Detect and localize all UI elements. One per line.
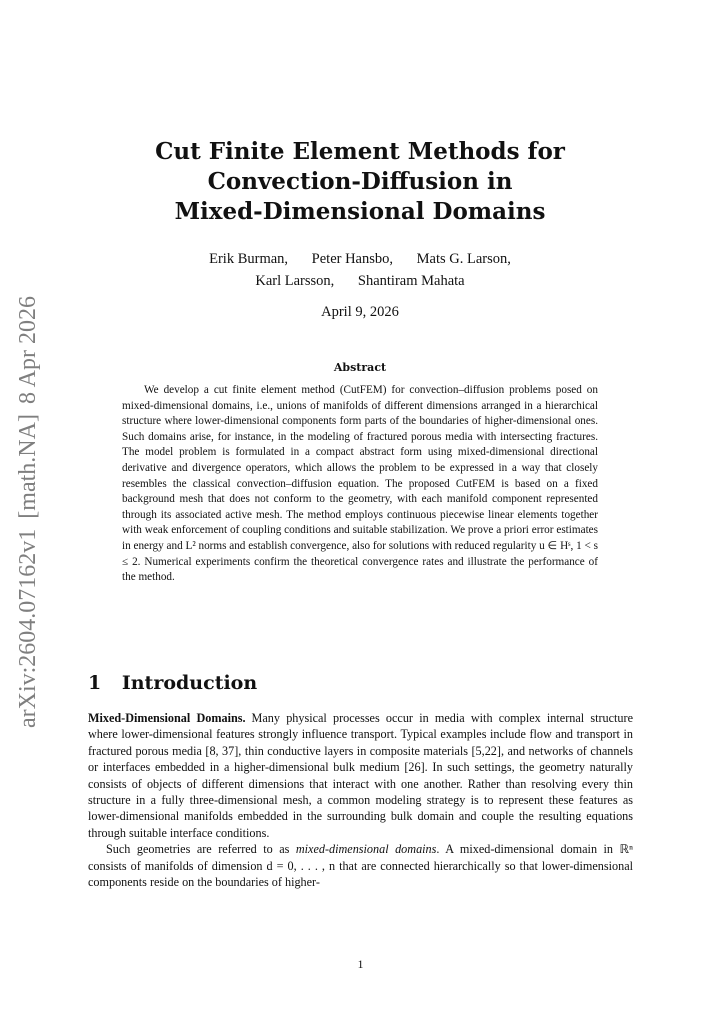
author-name: Mats G. Larson, [416,251,511,267]
arxiv-identifier-stamp [8,288,48,728]
author-line-2 [90,270,630,292]
author-name: Peter Hansbo, [311,251,394,267]
section-title: Introduction [121,672,258,694]
arxiv-id: arXiv:2604.07162v1 [14,528,41,728]
body-text [88,710,633,890]
arxiv-date: 8 Apr 2026 [14,296,41,405]
title-line-1: Cut Finite Element Methods for [155,138,565,165]
abstract-heading: Abstract [333,361,387,374]
paragraph [88,710,633,841]
paragraph-text: Many physical processes occur in media with complex internal structure where lower-dimensional features strongly influence transport. Typical examples include flow and transport in fractured porous media [8, 37], thin conductive layers in composite materials [5,22], and networks of channels or interfaces embedded in a higher-dimensional bulk medium [26]. In such settings, the geometry naturally consists of objects of different dimensions that interact with one another. Rather than resolving every thin structure in a fully three-dimensional mesh, a common modeling strategy is to represent these features as lower-dimensional manifolds embedded in the surrounding bulk domain and couple the resulting equations through suitable interface conditions. [88,711,633,840]
abstract-body: We develop a cut finite element method (CutFEM) for convection–diffusion problems posed on mixed-dimensional domains, i.e., unions of manifolds of different dimensions arranged in a hierarchical structure where lower-dimensional components form parts of the boundaries of higher-dimensional ones. Such domains arise, for instance, in the modeling of fractured porous media with intersecting fractures. The model problem is formulated in a compact abstract form using mixed-dimensional directional derivative and divergence operators, which allows the problem to be expressed in a way that closely resembles the classical convection–diffusion equation. The proposed CutFEM is based on a fixed background mesh that does not conform to the geometry, with each manifold component represented through its associated active mesh. The method employs continuous piecewise linear elements together with weak enforcement of coupling conditions and suitable stabilization. We prove a priori error estimates in energy and L² norms and establish convergence, also for solutions with reduced regularity u ∈ Hˢ, 1 < s ≤ 2. Numerical experiments confirm the theoretical convergence rates and illustrate the performance of the method. [122,384,598,584]
author-name: Shantiram Mahata [357,273,465,289]
title-line-3: Mixed-Dimensional Domains [174,198,546,225]
title-line-2: Convection-Diffusion in [207,168,513,195]
paragraph [88,841,633,890]
author-name: Erik Burman, [209,251,289,267]
section-heading [88,672,648,694]
paragraph-text: Such geometries are referred to as [106,842,296,857]
arxiv-category: [math.NA] [14,414,41,519]
paragraph-run-in-heading: Mixed-Dimensional Domains. [88,711,246,725]
section-number: 1 [88,672,102,694]
page-number: 1 [357,957,364,971]
emphasized-term: mixed-dimensional domains [295,842,437,857]
author-line-1 [90,248,630,270]
author-name: Karl Larsson, [255,273,335,289]
paper-date: April 9, 2026 [321,304,399,320]
author-list [90,248,630,292]
paragraph-text: . A mixed-dimensional domain in ℝⁿ consists of manifolds of dimension d = 0, . . . , n that are connected hierarchically so that lower-dimensional components reside on the boundaries of higher- [88,842,633,890]
paper-title [90,137,630,227]
